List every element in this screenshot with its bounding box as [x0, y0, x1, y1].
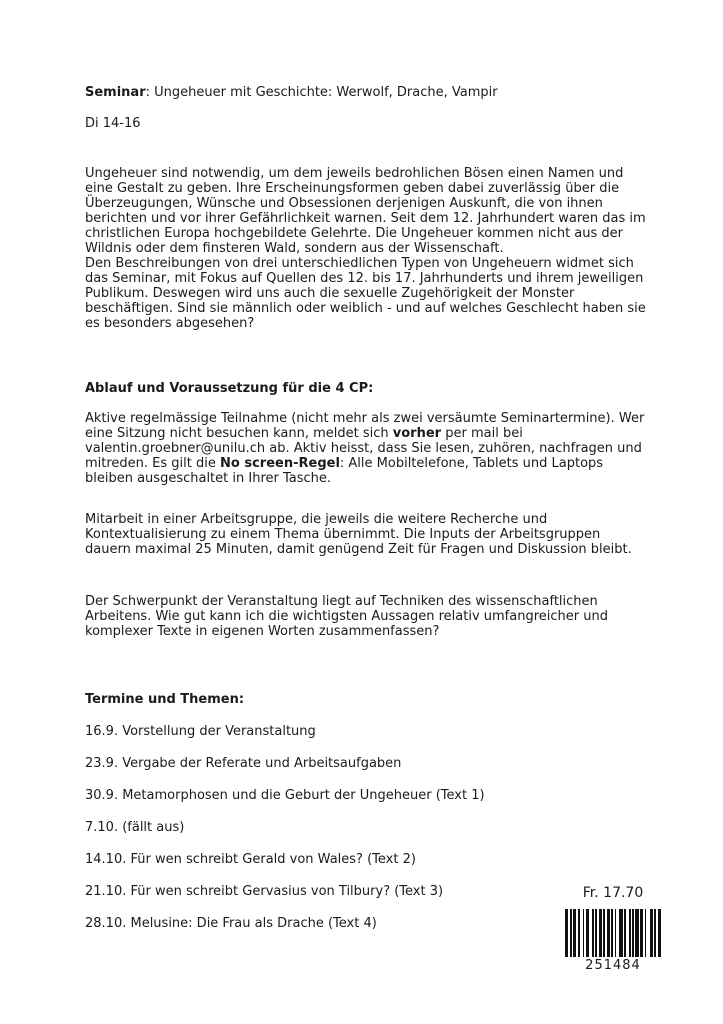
schedule-item: 16.9. Vorstellung der Veranstaltung — [85, 724, 316, 739]
focus-paragraph: Der Schwerpunkt der Veranstaltung liegt auf Techniken des wissenschaftlichen Arbeitens. Wie gut kann ich die wichtigsten Aussagen relativ umfangreicher und komplexer Texte in eigenen Worten zusammenfassen? — [85, 594, 608, 639]
barcode-image — [563, 909, 663, 957]
requirements-heading: Ablauf und Voraussetzung für die 4 CP: — [85, 381, 374, 396]
text-run: Aktive regelmässige Teilnahme (nicht mehr als zwei versäumte Seminartermine). Wer eine Sitzung nicht besuchen kann, meldet sich — [85, 411, 645, 441]
schedule-item: 14.10. Für wen schreibt Gerald von Wales? (Text 2) — [85, 852, 416, 867]
intro-paragraph-1: Ungeheuer sind notwendig, um dem jeweils bedrohlichen Bösen einen Namen und eine Gestalt zu geben. Ihre Erscheinungsformen geben dabei zuverlässig über die Überzeugungen, Wünsche und Obsessionen derjenigen Auskunft, die von ihnen berichten und vor ihrer Gefährlichkeit warnen. Seit dem 12. Jahrhundert waren das im christlichen Europa hochgebildete Gelehrte. Die Ungeheuer kommen nicht aus der Wildnis oder dem finsteren Wald, sondern aus der Wissenschaft. — [85, 166, 646, 256]
barcode-bar — [658, 909, 661, 957]
schedule-item: 28.10. Melusine: Die Frau als Drache (Text 4) — [85, 916, 377, 931]
bold-text-run: Seminar — [85, 85, 146, 100]
price-sticker — [563, 885, 663, 973]
seminar-title — [85, 85, 647, 100]
schedule-item: 23.9. Vergabe der Referate und Arbeitsaufgaben — [85, 756, 402, 771]
seminar-time: Di 14-16 — [85, 116, 141, 131]
price-label: Fr. 17.70 — [582, 885, 644, 901]
intro-paragraph-2: Den Beschreibungen von drei unterschiedlichen Typen von Ungeheuern widmet sich das Seminar, mit Fokus auf Quellen des 12. bis 17. Jahrhunderts und ihrem jeweiligen Publikum. Deswegen wird uns auch die sexuelle Zugehörigkeit der Monster beschäftigen. Sind sie männlich oder weiblich - und auf welches Geschlecht haben sie es besonders abgesehen? — [85, 256, 646, 331]
text-run: per mail bei valentin.groebner@unilu.ch ab. Aktiv heisst, dass Sie lesen, zuhören, nachfragen und mitreden. Es gilt die — [85, 426, 642, 471]
groupwork-paragraph: Mitarbeit in einer Arbeitsgruppe, die jeweils die weitere Recherche und Kontextualisierung zu einem Thema übernimmt. Die Inputs der Arbeitsgruppen dauern maximal 25 Minuten, damit genügend Zeit für Fragen und Diskussion bleibt. — [85, 512, 632, 557]
text-run: : Ungeheuer mit Geschichte: Werwolf, Drache, Vampir — [145, 85, 498, 100]
bold-text-run: No screen-Regel — [220, 456, 340, 471]
schedule-item: 21.10. Für wen schreibt Gervasius von Tilbury? (Text 3) — [85, 884, 444, 899]
intro-text-block — [85, 166, 647, 331]
bold-text-run: vorher — [392, 426, 442, 441]
schedule-item: 7.10. (fällt aus) — [85, 820, 185, 835]
schedule-item: 30.9. Metamorphosen und die Geburt der Ungeheuer (Text 1) — [85, 788, 485, 803]
text-run: : Alle Mobiltelefone, Tablets und Laptops bleiben ausgeschaltet in Ihrer Tasche. — [85, 456, 604, 486]
participation-paragraph — [85, 411, 647, 486]
barcode-number: 251484 — [585, 958, 641, 973]
schedule-heading: Termine und Themen: — [85, 692, 245, 707]
